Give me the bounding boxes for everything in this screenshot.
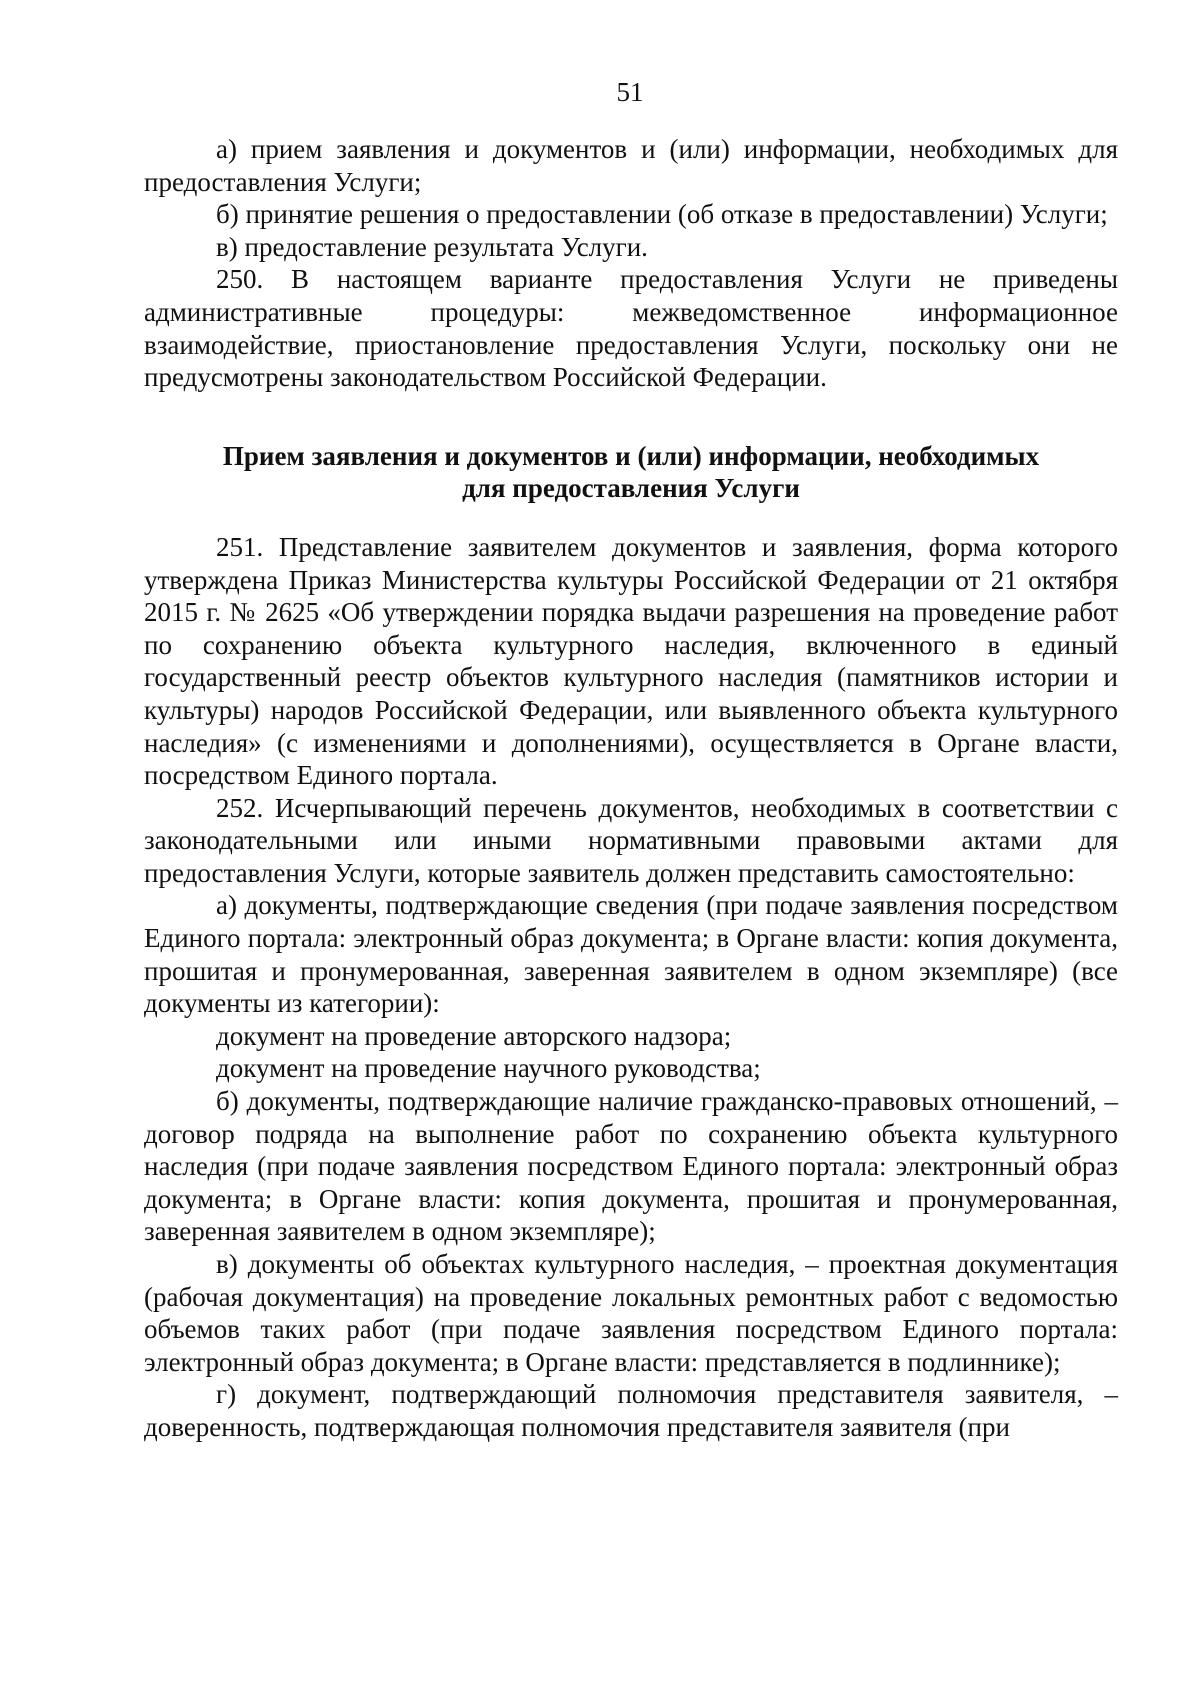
paragraph-252-g: г) документ, подтверждающий полномочия представителя заявителя, – доверенность, подтверждающая полномочия представителя заявителя (при bbox=[144, 1379, 1118, 1442]
list-item-scientific-guidance: документ на проведение научного руководства; bbox=[216, 1053, 761, 1084]
section-heading bbox=[144, 440, 1118, 505]
paragraph-251: 251. Представление заявителем документов и заявления, форма которого утверждена Приказ Министерства культуры Российской Федерации от 21 октября 2015 г. № 2625 «Об утверждении порядка выдачи разрешения на проведение работ по сохранению объекта культурного наследия, включенного в единый государственный реестр объектов культурного наследия (памятников истории и культуры) народов Российской Федерации, или выявленного объекта культурного наследия» (с изменениями и дополнениями), осуществляется в Органе власти, посредством Единого портала. bbox=[144, 531, 1118, 791]
paragraph-252-a: а) документы, подтверждающие сведения (при подаче заявления посредством Единого портала: электронный образ документа; в Органе власти: копия документа, прошитая и пронумерованная, заверенная заявителем в одном экземпляре) (все документы из категории): bbox=[144, 890, 1118, 1019]
page-number: 51 bbox=[616, 77, 644, 107]
paragraph-250: 250. В настоящем варианте предоставления Услуги не приведены административные процедуры: межведомственное информационное взаимодействие, приостановление предоставления Услуги, поскольку они не предусмотрены законодательством Российской Федерации. bbox=[144, 264, 1118, 393]
paragraph-252-b: б) документы, подтверждающие наличие гражданско-правовых отношений, – договор подряда на выполнение работ по сохранению объекта культурного наследия (при подаче заявления посредством Единого портала: электронный образ документа; в Органе власти: копия документа, прошитая и пронумерованная, заверенная заявителем в одном экземпляре); bbox=[144, 1086, 1118, 1247]
list-item-author-supervision: документ на проведение авторского надзора; bbox=[216, 1020, 732, 1051]
paragraph-item-b: б) принятие решения о предоставлении (об отказе в предоставлении) Услуги; bbox=[216, 199, 1108, 230]
paragraph-item-v: в) предоставление результата Услуги. bbox=[216, 231, 648, 262]
section-heading-line-2: для предоставления Услуги bbox=[462, 473, 800, 504]
paragraph-item-a: а) прием заявления и документов и (или) информации, необходимых для предоставления Услуги; bbox=[144, 134, 1118, 197]
paragraph-252: 252. Исчерпывающий перечень документов, необходимых в соответствии с законодательными или иными нормативными правовыми актами для предоставления Услуги, которые заявитель должен представить самостоятельно: bbox=[144, 792, 1118, 888]
document-body bbox=[144, 133, 1118, 1444]
section-heading-line-1: Прием заявления и документов и (или) информации, необходимых bbox=[222, 440, 1040, 471]
paragraph-252-v: в) документы об объектах культурного наследия, – проектная документация (рабочая документация) на проведение локальных ремонтных работ с ведомостью объемов таких работ (при подаче заявления посредством Единого портала: электронный образ документа; в Органе власти: представляется в подлиннике); bbox=[144, 1249, 1118, 1377]
